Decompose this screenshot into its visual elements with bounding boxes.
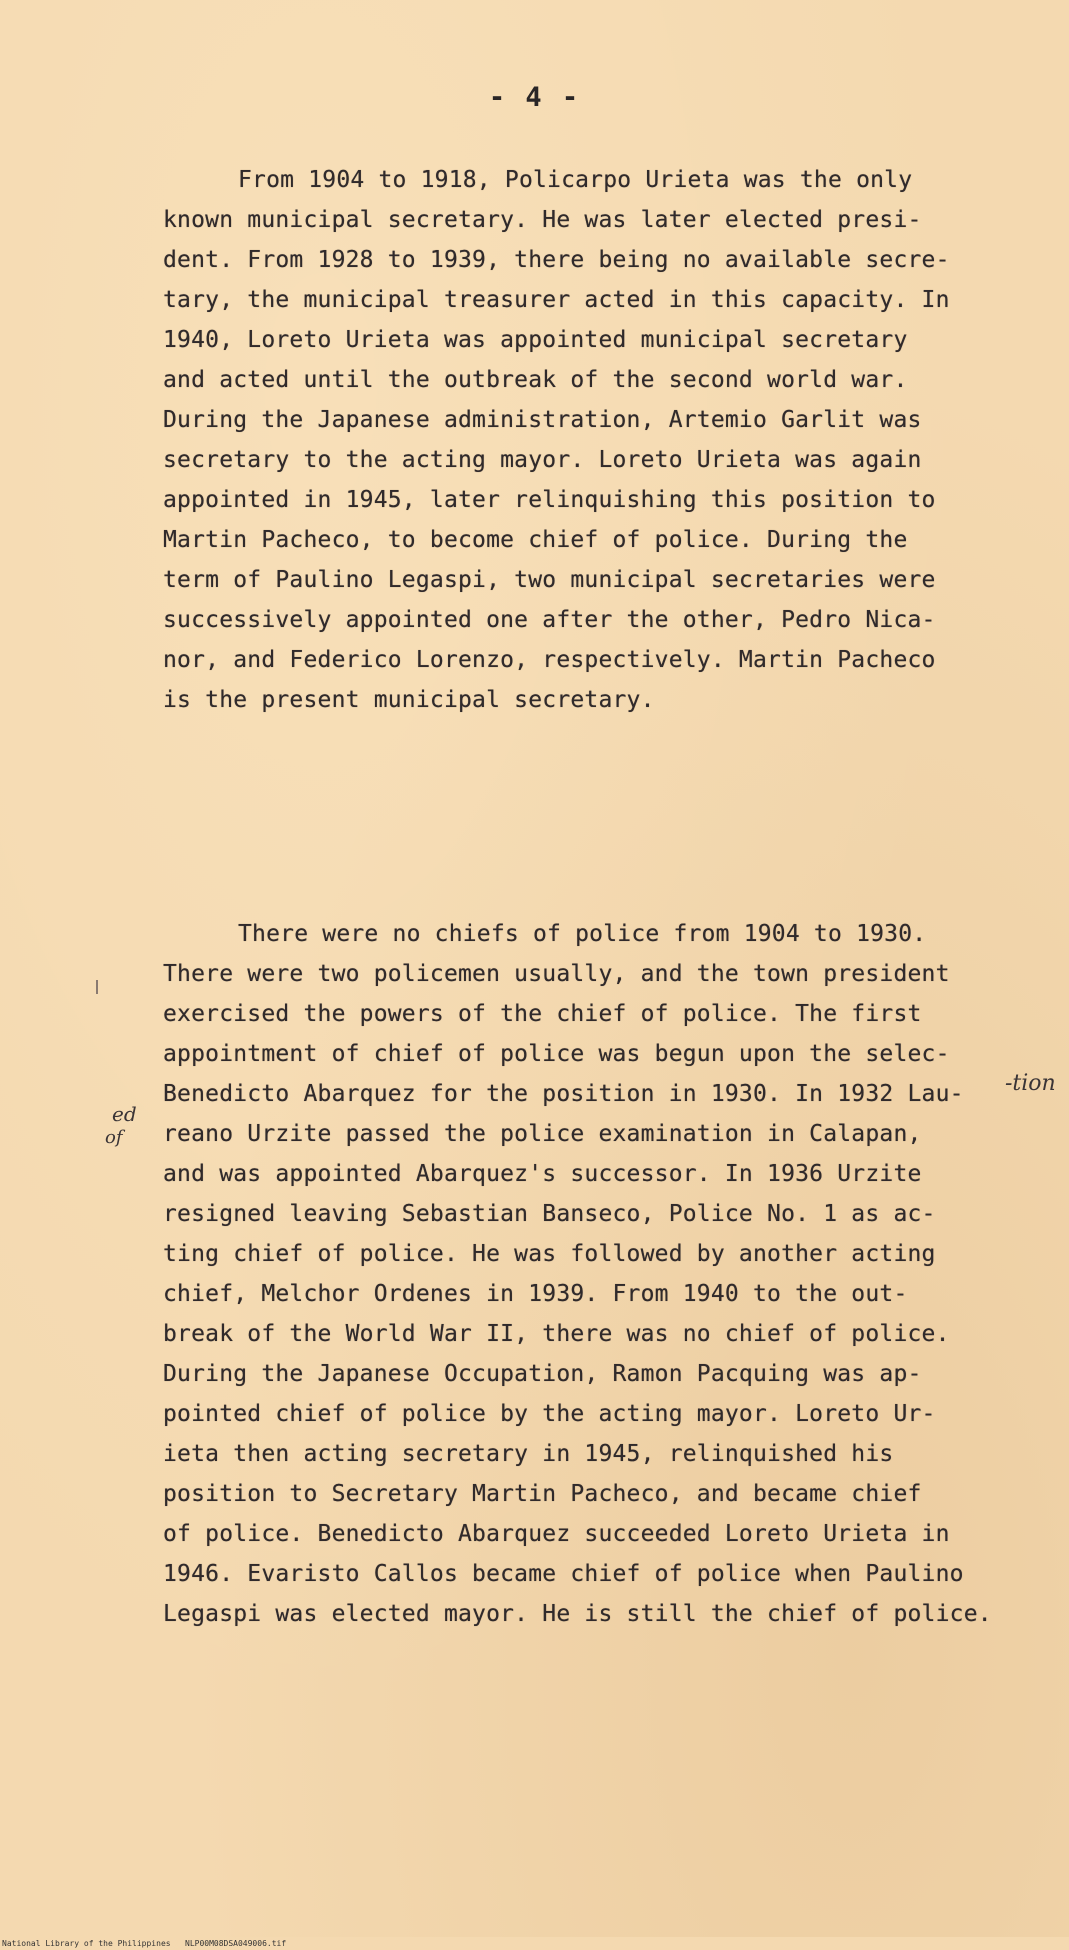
text-line: break of the World War II, there was no chief of police. (163, 1321, 950, 1347)
text-line: appointed in 1945, later relinquishing this position to (163, 487, 936, 513)
text-line: There were two policemen usually, and the town president (163, 961, 950, 987)
handwritten-of: of (105, 1127, 123, 1148)
text-line: term of Paulino Legaspi, two municipal secretaries were (163, 567, 936, 593)
text-line: From 1904 to 1918, Policarpo Urieta was the only (238, 167, 913, 193)
footer-file: NLP00M08DSA049006.tif (185, 1939, 287, 1948)
text-line: appointment of chief of police was begun upon the selec- (163, 1041, 950, 1067)
scan-footer (0, 1937, 1069, 1950)
text-line: and acted until the outbreak of the second world war. (163, 367, 908, 393)
text-line: Benedicto Abarquez for the position in 1930. In 1932 Lau- (163, 1081, 964, 1107)
text-line: dent. From 1928 to 1939, there being no available secre- (163, 247, 950, 273)
text-line: reano Urzite passed the police examination in Calapan, (163, 1121, 922, 1147)
text-line: chief, Melchor Ordenes in 1939. From 1940 to the out- (163, 1281, 908, 1307)
text-line: known municipal secretary. He was later elected presi- (163, 207, 922, 233)
text-line: resigned leaving Sebastian Banseco, Police No. 1 as ac- (163, 1201, 936, 1227)
text-line: secretary to the acting mayor. Loreto Urieta was again (163, 447, 922, 473)
text-line: Martin Pacheco, to become chief of police. During the (163, 527, 908, 553)
paragraph-chiefs-of-police (163, 914, 1043, 1634)
page-number: - 4 - (488, 82, 581, 113)
text-line: Legaspi was elected mayor. He is still the chief of police. (163, 1601, 992, 1627)
text-line: nor, and Federico Lorenzo, respectively. Martin Pacheco (163, 647, 936, 673)
text-line: of police. Benedicto Abarquez succeeded Loreto Urieta in (163, 1521, 950, 1547)
text-line: 1946. Evaristo Callos became chief of police when Paulino (163, 1561, 964, 1587)
paragraph-municipal-secretaries (163, 160, 1043, 720)
text-line: 1940, Loreto Urieta was appointed municipal secretary (163, 327, 908, 353)
handwritten-tion: -tion (1005, 1071, 1056, 1096)
text-line: ting chief of police. He was followed by another acting (163, 1241, 936, 1267)
text-line: During the Japanese administration, Artemio Garlit was (163, 407, 922, 433)
text-line: is the present municipal secretary. (163, 687, 655, 713)
text-line: During the Japanese Occupation, Ramon Pacquing was ap- (163, 1361, 922, 1387)
handwritten-ed: ed (112, 1102, 137, 1126)
text-line: There were no chiefs of police from 1904 to 1930. (238, 921, 927, 947)
text-line: and was appointed Abarquez's successor. In 1936 Urzite (163, 1161, 922, 1187)
footer-library: National Library of the Philippines (2, 1939, 171, 1948)
text-line: position to Secretary Martin Pacheco, and became chief (163, 1481, 922, 1507)
text-line: pointed chief of police by the acting mayor. Loreto Ur- (163, 1401, 936, 1427)
text-line: tary, the municipal treasurer acted in this capacity. In (163, 287, 950, 313)
margin-mark (96, 980, 98, 994)
text-line: exercised the powers of the chief of police. The first (163, 1001, 922, 1027)
text-line: successively appointed one after the other, Pedro Nica- (163, 607, 936, 633)
text-line: ieta then acting secretary in 1945, relinquished his (163, 1441, 894, 1467)
